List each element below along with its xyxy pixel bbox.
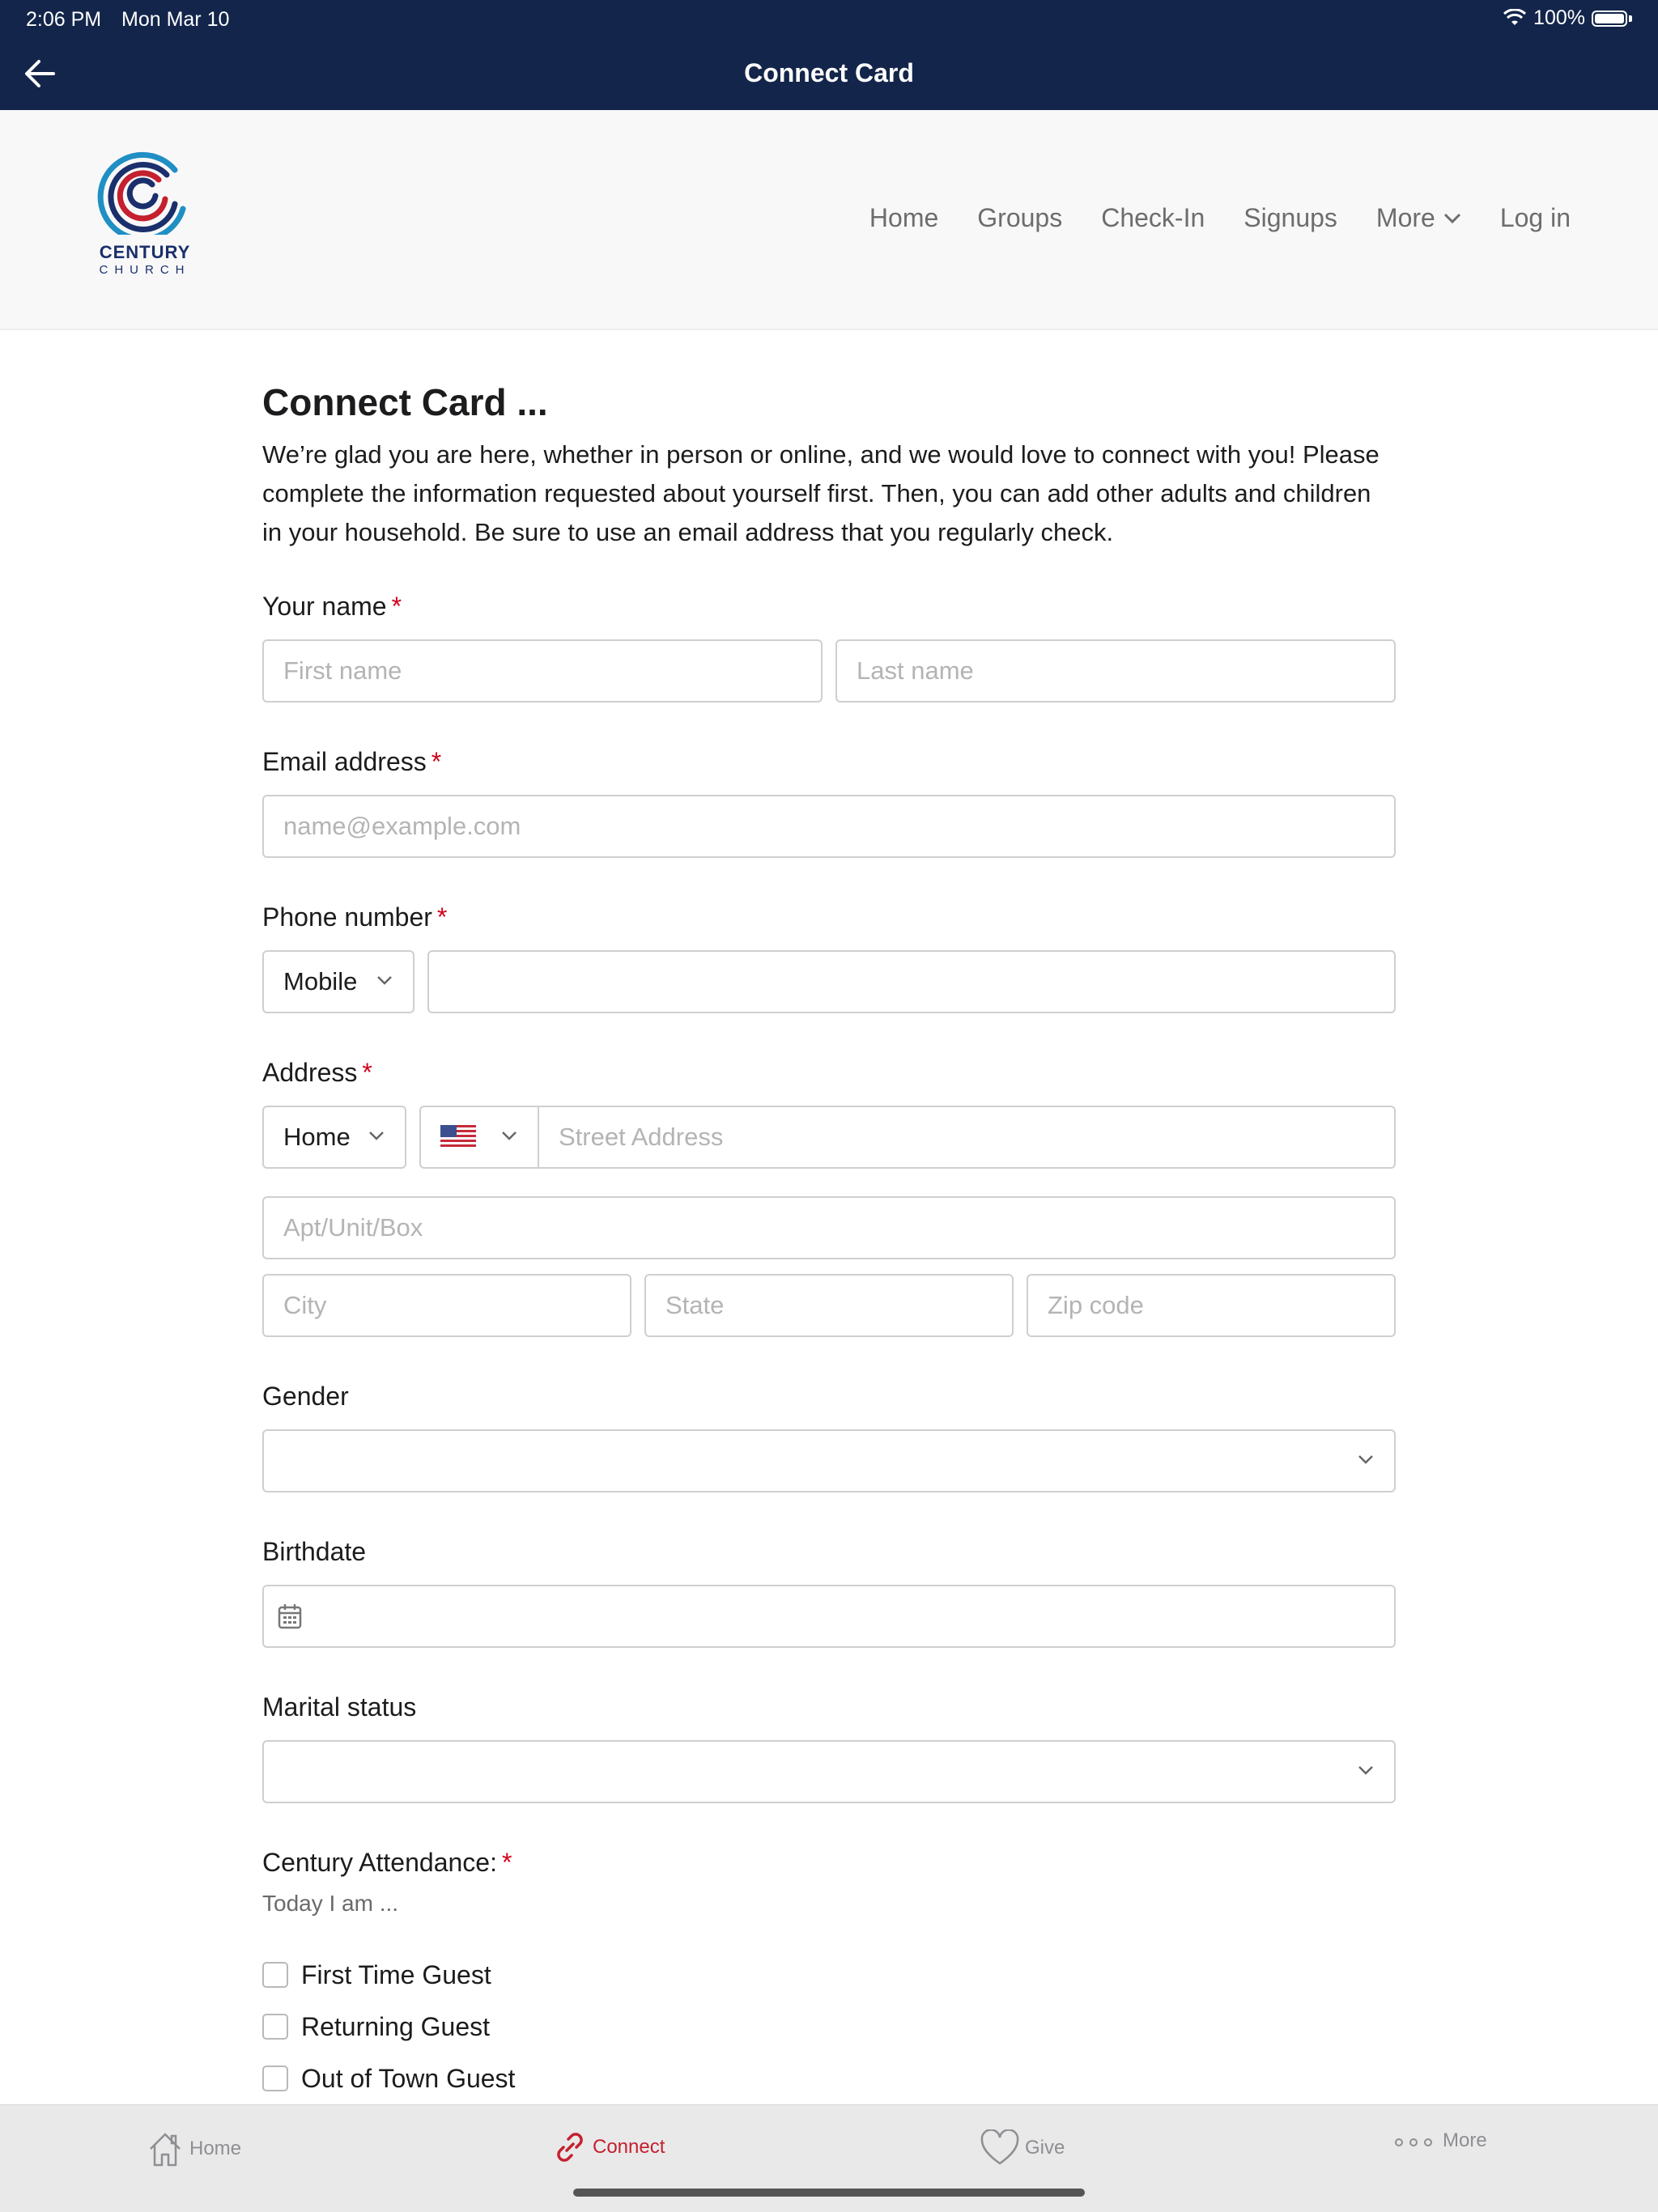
status-right	[1503, 6, 1632, 30]
first-name-input[interactable]: First name	[262, 639, 823, 703]
form-intro-text: We’re glad you are here, whether in person or online, and we would love to connect with you! Please complete the information requested about yourself first. Then, you can add other adults and children in your household. Be sure to use an email address that you regularly check.	[262, 440, 1380, 546]
church-logo[interactable]	[96, 146, 194, 277]
phone-number-input[interactable]	[427, 950, 1396, 1013]
nav-groups[interactable]: Groups	[977, 203, 1063, 232]
attendance-label	[262, 1848, 512, 1878]
name-label	[262, 592, 402, 622]
nav-more[interactable]	[1376, 203, 1461, 233]
nav-more-label: More	[1375, 203, 1435, 232]
required-mark: *	[362, 1058, 372, 1087]
last-name-input[interactable]: Last name	[835, 639, 1396, 703]
address-label	[262, 1058, 372, 1088]
site-header	[0, 110, 1658, 330]
email-label-text: Email address	[262, 747, 427, 776]
out-of-town-guest-checkbox[interactable]	[262, 2066, 288, 2091]
marital-label: Marital status	[262, 1692, 417, 1722]
required-mark: *	[436, 902, 448, 932]
battery-percent: 100%	[1533, 6, 1585, 29]
first-time-guest-checkbox[interactable]	[262, 1962, 288, 1988]
chevron-down-icon	[1357, 1761, 1375, 1779]
tab-more[interactable]	[1392, 2129, 1487, 2152]
out-of-town-guest-label[interactable]: Out of Town Guest	[301, 2064, 516, 2093]
tab-give[interactable]	[980, 2129, 1065, 2167]
heart-icon	[980, 2129, 1020, 2167]
site-nav	[869, 203, 1571, 233]
phone-type-select[interactable]	[262, 950, 414, 1013]
required-mark: *	[391, 592, 402, 621]
chevron-down-icon	[1443, 213, 1461, 224]
home-icon	[146, 2129, 185, 2168]
phone-label-text: Phone number	[262, 902, 432, 932]
name-label-text: Your name	[262, 592, 387, 621]
returning-guest-checkbox[interactable]	[262, 2014, 288, 2040]
link-icon	[552, 2129, 588, 2165]
logo-text-century: CENTURY	[99, 242, 191, 262]
birthdate-input[interactable]	[262, 1585, 1396, 1648]
tab-more-label: More	[1443, 2129, 1487, 2151]
ellipsis-icon	[1392, 2133, 1438, 2149]
birthdate-label: Birthdate	[262, 1537, 367, 1566]
nav-log-in[interactable]: Log in	[1499, 203, 1571, 232]
tab-give-label: Give	[1025, 2137, 1065, 2159]
attendance-subtext: Today I am ...	[262, 1891, 399, 1916]
nav-signups[interactable]: Signups	[1244, 203, 1337, 232]
calendar-icon	[277, 1603, 303, 1630]
home-indicator	[573, 2189, 1085, 2197]
first-time-guest-label[interactable]: First Time Guest	[301, 1960, 491, 1989]
status-bar	[0, 0, 1658, 39]
form-heading: Connect Card ...	[262, 381, 548, 423]
address-type-value: Home	[283, 1123, 351, 1151]
street-address-input[interactable]: Street Address	[538, 1106, 1396, 1169]
app-bar	[0, 39, 1658, 110]
email-label	[262, 747, 441, 777]
chevron-down-icon	[500, 1127, 518, 1144]
battery-nub	[1629, 15, 1632, 22]
logo-mark-icon	[96, 146, 194, 235]
required-mark: *	[501, 1848, 512, 1877]
battery-icon	[1592, 11, 1627, 27]
chevron-down-icon	[1357, 1450, 1375, 1468]
form-intro	[262, 380, 1396, 552]
logo-text-church: CHURCH	[99, 263, 191, 277]
returning-guest-label[interactable]: Returning Guest	[301, 2012, 491, 2041]
status-date: Mon Mar 10	[121, 8, 230, 31]
app-title: Connect Card	[744, 58, 914, 87]
phone-label	[262, 902, 447, 932]
zip-code-input[interactable]: Zip code	[1027, 1274, 1396, 1337]
tab-home[interactable]	[146, 2129, 241, 2168]
apt-unit-input[interactable]: Apt/Unit/Box	[262, 1196, 1396, 1259]
marital-status-select[interactable]	[262, 1740, 1396, 1803]
email-input[interactable]: name@example.com	[262, 795, 1396, 858]
nav-check-in[interactable]: Check-In	[1101, 203, 1205, 232]
address-label-text: Address	[262, 1058, 358, 1087]
tab-connect[interactable]	[552, 2129, 665, 2165]
country-select[interactable]	[419, 1106, 539, 1169]
state-input[interactable]: State	[644, 1274, 1014, 1337]
required-mark: *	[431, 747, 442, 776]
phone-type-value: Mobile	[283, 967, 358, 996]
tab-home-label: Home	[189, 2138, 242, 2159]
status-time: 2:06 PM	[26, 8, 102, 31]
us-flag-icon	[440, 1125, 476, 1149]
nav-home[interactable]: Home	[869, 203, 939, 232]
chevron-down-icon	[376, 971, 393, 989]
wifi-icon	[1503, 9, 1527, 28]
gender-select[interactable]	[262, 1429, 1396, 1492]
city-input[interactable]: City	[262, 1274, 631, 1337]
gender-label: Gender	[262, 1382, 349, 1411]
attendance-label-text: Century Attendance:	[262, 1848, 497, 1877]
address-type-select[interactable]	[262, 1106, 406, 1169]
chevron-down-icon	[368, 1127, 385, 1144]
tab-connect-label: Connect	[593, 2136, 665, 2158]
